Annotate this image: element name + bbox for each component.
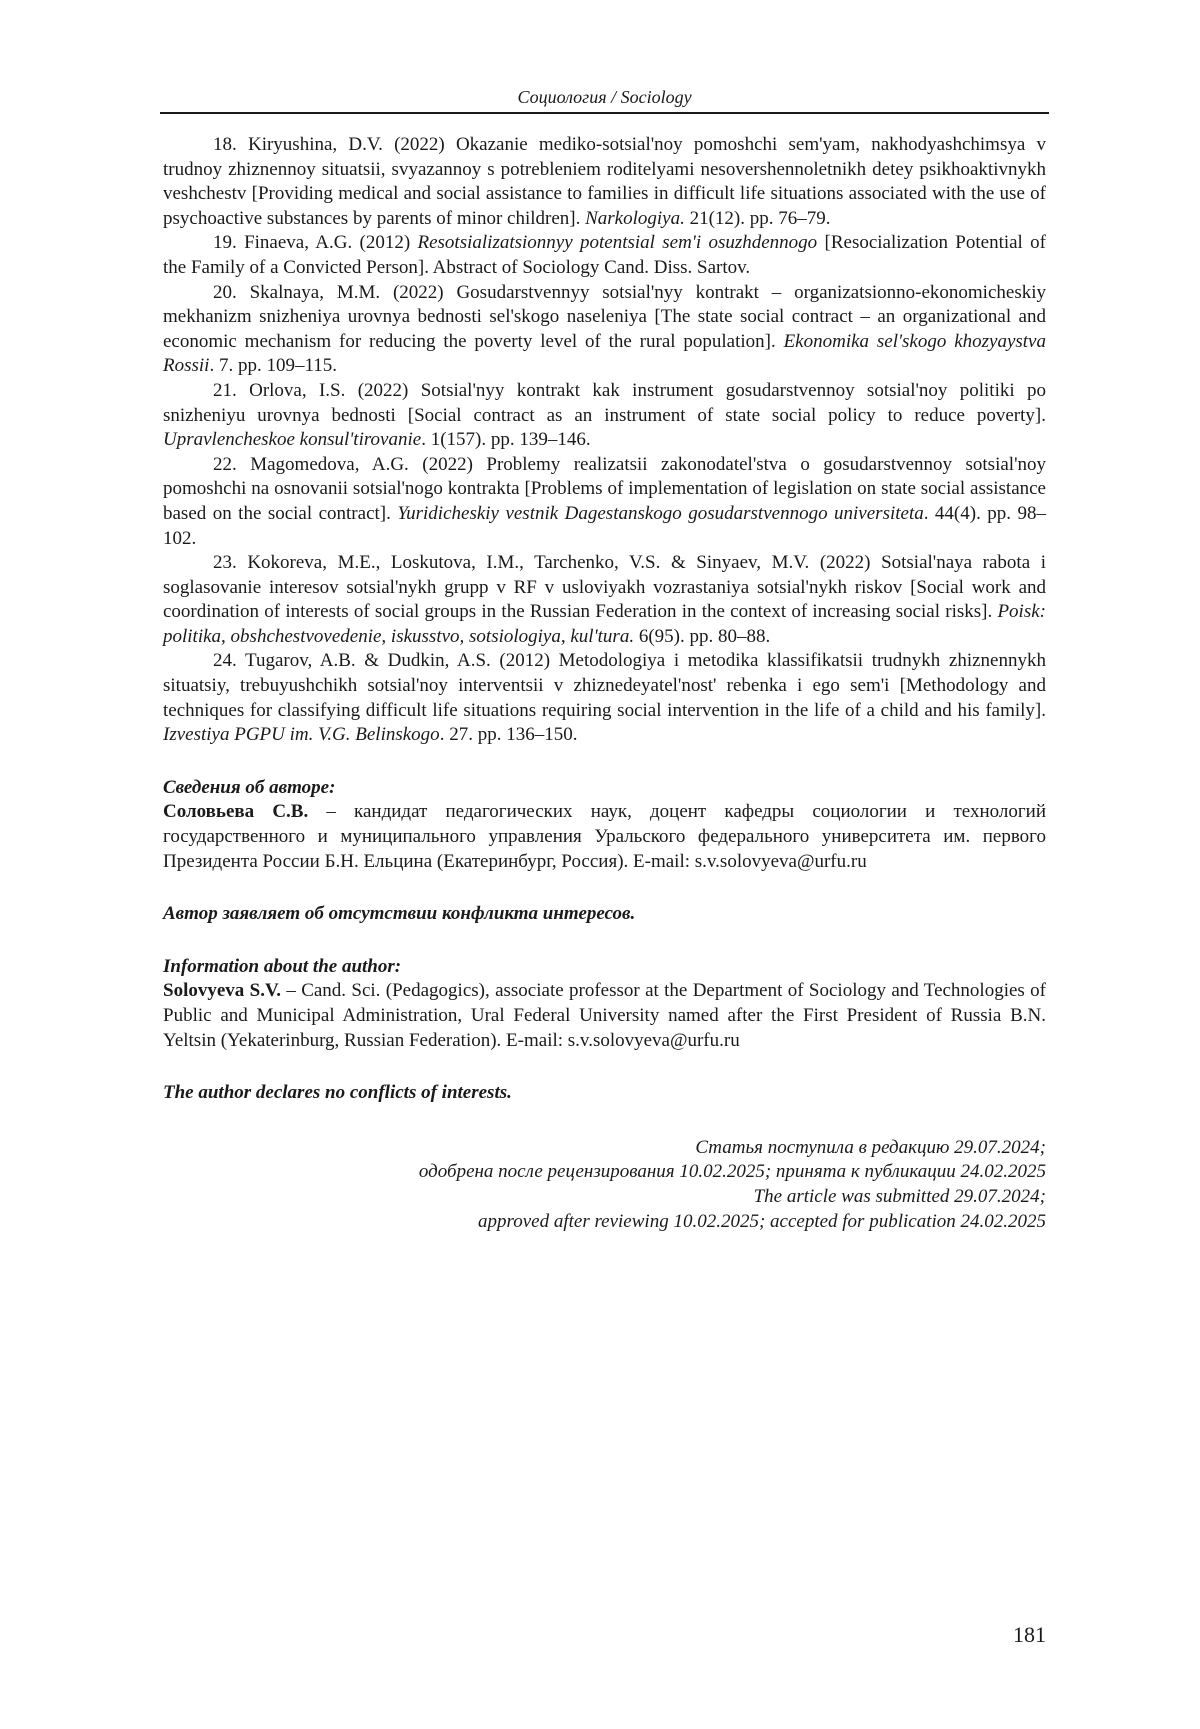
author-bio-en	[163, 979, 1046, 1053]
reference-details: . 1(157). pp. 139–146.	[421, 429, 591, 451]
approved-date-en: approved after reviewing 10.02.2025; accepted for publication 24.02.2025	[478, 1210, 1046, 1232]
reference-details: . 44(4). pp. 98–102.	[163, 502, 1046, 549]
reference-details: . 7. pp. 109–115.	[209, 355, 337, 377]
reference-journal: Izvestiya PGPU im. V.G. Belinskogo	[163, 724, 440, 746]
reference-journal: Ekonomika sel'skogo khozyaystva Rossii	[163, 330, 1046, 377]
reference-number: 19.	[213, 232, 237, 254]
reference-number: 22.	[213, 453, 237, 475]
reference-journal: Narkologiya.	[585, 207, 685, 229]
reference-item	[163, 133, 1046, 231]
reference-text: Kiryushina, D.V. (2022) Okazanie mediko-sotsial'noy pomoshchi sem'yam, nakhodyashchimsya v trudnoy zhiznennoy situatsii, svyazannoy s potrebleniem roditelyami nesovershennoletnikh detey psikhoaktivnykh veshchestv [Providing medical and social assistance to families in difficult life situations associated with the use of psychoactive substances by parents of minor children].	[163, 134, 1046, 229]
reference-text: Magomedova, A.G. (2022) Problemy realizatsii zakonodatel'stva o gosudarstvennoy sotsial'noy pomoshchi na osnovanii sotsial'nogo kontrakta [Problems of implementation of legislation on state social assistance based on the social contract].	[163, 453, 1046, 524]
submitted-date-en: The article was submitted 29.07.2024;	[753, 1185, 1046, 1207]
reference-journal: Upravlencheskoe konsul'tirovanie	[163, 429, 422, 451]
reference-text: Kokoreva, M.E., Loskutova, I.M., Tarchenko, V.S. & Sinyaev, M.V. (2022) Sotsial'naya rabota i soglasovanie interesov sotsial'nykh grupp v RF v usloviyakh vozrastaniya sotsial'nykh riskov [Social work and coordination of interests of social groups in the Russian Federation in the context of increasing social risks].	[163, 552, 1046, 623]
reference-item	[163, 551, 1046, 649]
reference-number: 24.	[213, 650, 237, 672]
submitted-date-ru: Статья поступила в редакцию 29.07.2024;	[695, 1136, 1046, 1158]
reference-details: . 27. pp. 136–150.	[439, 724, 578, 746]
reference-details: 21(12). pp. 76–79.	[689, 207, 831, 229]
running-header: Социология / Sociology	[517, 87, 692, 107]
author-info-ru	[163, 776, 1046, 874]
reference-journal: Yuridicheskiy vestnik Dagestanskogo gosudarstvennogo universiteta	[397, 502, 924, 524]
reference-number: 20.	[213, 281, 237, 303]
author-description-ru: – кандидат педагогических наук, доцент кафедры социологии и технологий государственного и муниципального управления Уральского федерального университета им. первого Президента России Б.Н. Ельцина (Екатеринбург, Россия). E-mail: s.v.solovyeva@urfu.ru	[163, 801, 1046, 872]
author-name-ru: Соловьева С.В.	[163, 801, 309, 823]
reference-item	[163, 453, 1046, 551]
reference-number: 21.	[213, 379, 237, 401]
reference-number: 23.	[213, 552, 237, 574]
reference-journal: Poisk: politika, obshchestvovedenie, iskusstvo, sotsiologiya, kul'tura.	[163, 601, 1046, 647]
reference-text: Skalnaya, M.M. (2022) Gosudarstvennyy sotsial'nyy kontrakt – organizatsionno-ekonomicheskiy mekhanizm snizheniya urovnya bednosti sel'skogo naseleniya [The state social contract – an organizational and economic mechanism for reducing the poverty level of the rural population].	[163, 281, 1046, 352]
conflict-statement-en: The author declares no conflicts of interests.	[163, 1082, 512, 1104]
author-info-title-ru: Сведения об авторе:	[163, 776, 336, 798]
reference-item	[163, 379, 1046, 453]
reference-title: Resotsializatsionnyy potentsial sem'i osuzhdennogo	[417, 232, 818, 254]
page-number: 181	[1013, 1622, 1046, 1647]
reference-item	[163, 281, 1046, 379]
reference-text: Finaeva, A.G. (2012)	[244, 232, 411, 254]
conflict-statement-ru: Автор заявляет об отсутствии конфликта интересов.	[163, 903, 636, 925]
reference-item	[163, 649, 1046, 747]
author-description-en: – Cand. Sci. (Pedagogics), associate professor at the Department of Sociology and Technologies of Public and Municipal Administration, Ural Federal University named after the First President of Russia B.N. Yeltsin (Yekaterinburg, Russian Federation). E-mail: s.v.solovyeva@urfu.ru	[163, 980, 1046, 1051]
reference-item	[163, 231, 1046, 280]
author-info-en	[163, 955, 1046, 1053]
reference-list	[163, 133, 1046, 748]
approved-date-ru: одобрена после рецензирования 10.02.2025; принята к публикации 24.02.2025	[418, 1161, 1046, 1183]
reference-number: 18.	[213, 134, 237, 155]
publication-dates	[163, 1136, 1046, 1234]
reference-details: 6(95). pp. 80–88.	[638, 625, 771, 647]
reference-details: [Resocialization Potential of the Family of a Convicted Person]. Abstract of Sociology Cand. Diss. Sartov.	[163, 232, 1046, 278]
page-content	[163, 133, 1046, 1234]
header-rule	[160, 112, 1049, 114]
reference-text: Tugarov, A.B. & Dudkin, A.S. (2012) Metodologiya i metodika klassifikatsii trudnykh zhiznennykh situatsiy, trebuyushchikh sotsial'noy interventsii v zhiznedeyatel'nost' rebenka i ego sem'i [Methodology and techniques for classifying difficult life situations requiring social intervention in the life of a child and his family].	[163, 650, 1046, 721]
author-info-title-en: Information about the author:	[163, 955, 402, 977]
author-name-en: Solovyeva S.V.	[163, 980, 281, 1002]
author-bio-ru	[163, 800, 1046, 874]
reference-text: Orlova, I.S. (2022) Sotsial'nyy kontrakt kak instrument gosudarstvennoy sotsial'noy politiki po snizheniyu urovnya bednosti [Social contract as an instrument of state social policy to reduce poverty].	[163, 379, 1047, 426]
